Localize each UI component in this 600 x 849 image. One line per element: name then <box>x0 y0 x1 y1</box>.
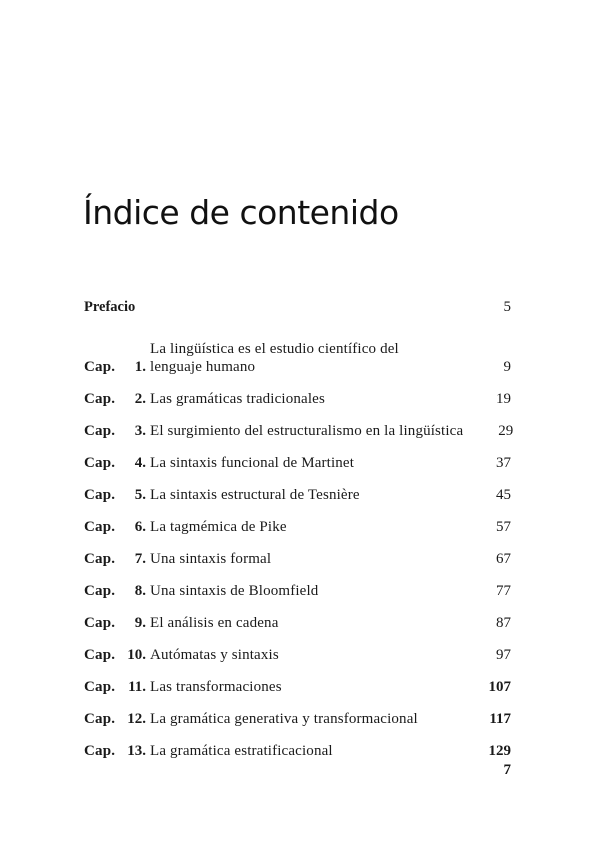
chapter-page: 57 <box>496 519 511 535</box>
chapter-label: Cap. <box>84 455 116 471</box>
chapter-title: Las gramáticas tradicionales <box>150 391 325 407</box>
chapter-page: 19 <box>496 391 511 407</box>
chapter-number: 9. <box>134 615 146 631</box>
toc-entry-chapter <box>84 536 511 568</box>
chapter-title: La lingüística es el estudio científico del lenguaje humano <box>150 341 399 375</box>
chapter-label: Cap. <box>84 487 116 503</box>
toc-entry-chapter <box>84 696 511 728</box>
chapter-page: 77 <box>496 583 511 599</box>
chapter-page: 45 <box>496 487 511 503</box>
chapter-page: 67 <box>496 551 511 567</box>
toc-entry-chapter <box>84 504 511 536</box>
chapter-number: 10. <box>127 647 146 663</box>
chapter-number: 13. <box>127 743 146 759</box>
chapter-label: Cap. <box>84 391 116 407</box>
chapter-label: Cap. <box>84 743 116 759</box>
page-number: 7 <box>503 762 511 778</box>
toc-entry-preface <box>84 296 511 330</box>
chapter-number: 8. <box>134 583 146 599</box>
chapter-title: La gramática estratificacional <box>150 743 333 759</box>
chapter-label: Cap. <box>84 583 116 599</box>
chapter-page: 29 <box>498 423 514 439</box>
chapter-title: Las transformaciones <box>150 679 282 695</box>
chapter-number: 1. <box>134 359 146 375</box>
chapter-number: 3. <box>134 423 146 439</box>
chapter-title: La gramática generativa y transformacional <box>150 711 418 727</box>
chapter-number: 4. <box>134 455 146 471</box>
toc-entry-page: 5 <box>503 299 511 315</box>
chapter-page: 87 <box>496 615 511 631</box>
chapter-title: La sintaxis estructural de Tesnière <box>150 487 360 503</box>
chapter-page: 37 <box>496 455 511 471</box>
chapter-number: 2. <box>134 391 146 407</box>
toc-entry-title: Prefacio <box>84 299 136 315</box>
chapter-page: 107 <box>488 679 511 695</box>
chapter-label: Cap. <box>84 711 116 727</box>
table-of-contents <box>84 296 514 760</box>
chapter-title: El análisis en cadena <box>150 615 279 631</box>
chapter-title: Una sintaxis de Bloomfield <box>150 583 319 599</box>
chapter-label: Cap. <box>84 423 116 439</box>
toc-entry-chapter <box>84 600 511 632</box>
toc-entry-chapter <box>84 330 511 376</box>
chapter-number: 5. <box>134 487 146 503</box>
chapter-label: Cap. <box>84 679 116 695</box>
chapter-number: 12. <box>127 711 146 727</box>
chapter-page: 97 <box>496 647 511 663</box>
chapter-page: 117 <box>489 711 511 727</box>
toc-entry-chapter <box>84 664 511 696</box>
chapter-label: Cap. <box>84 647 116 663</box>
chapter-title: La sintaxis funcional de Martinet <box>150 455 355 471</box>
chapter-label: Cap. <box>84 519 116 535</box>
chapter-number: 7. <box>134 551 146 567</box>
chapter-title: El surgimiento del estructuralismo en la lingüística <box>150 423 464 439</box>
toc-entry-chapter <box>84 568 511 600</box>
chapter-label: Cap. <box>84 615 116 631</box>
toc-entry-chapter <box>84 408 514 440</box>
chapter-label: Cap. <box>84 551 116 567</box>
chapter-title: La tagmémica de Pike <box>150 519 287 535</box>
toc-entry-chapter <box>84 440 511 472</box>
page-title: Índice de contenido <box>83 193 399 232</box>
chapter-number: 6. <box>134 519 146 535</box>
chapter-title: Autómatas y sintaxis <box>150 647 279 663</box>
chapter-number: 11. <box>128 679 146 695</box>
chapter-page: 9 <box>503 359 511 375</box>
toc-entry-chapter <box>84 376 511 408</box>
chapter-title: Una sintaxis formal <box>150 551 272 567</box>
chapter-label: Cap. <box>84 359 116 375</box>
chapter-page: 129 <box>488 743 511 759</box>
toc-entry-chapter <box>84 472 511 504</box>
toc-entry-chapter <box>84 728 511 760</box>
toc-entry-chapter <box>84 632 511 664</box>
